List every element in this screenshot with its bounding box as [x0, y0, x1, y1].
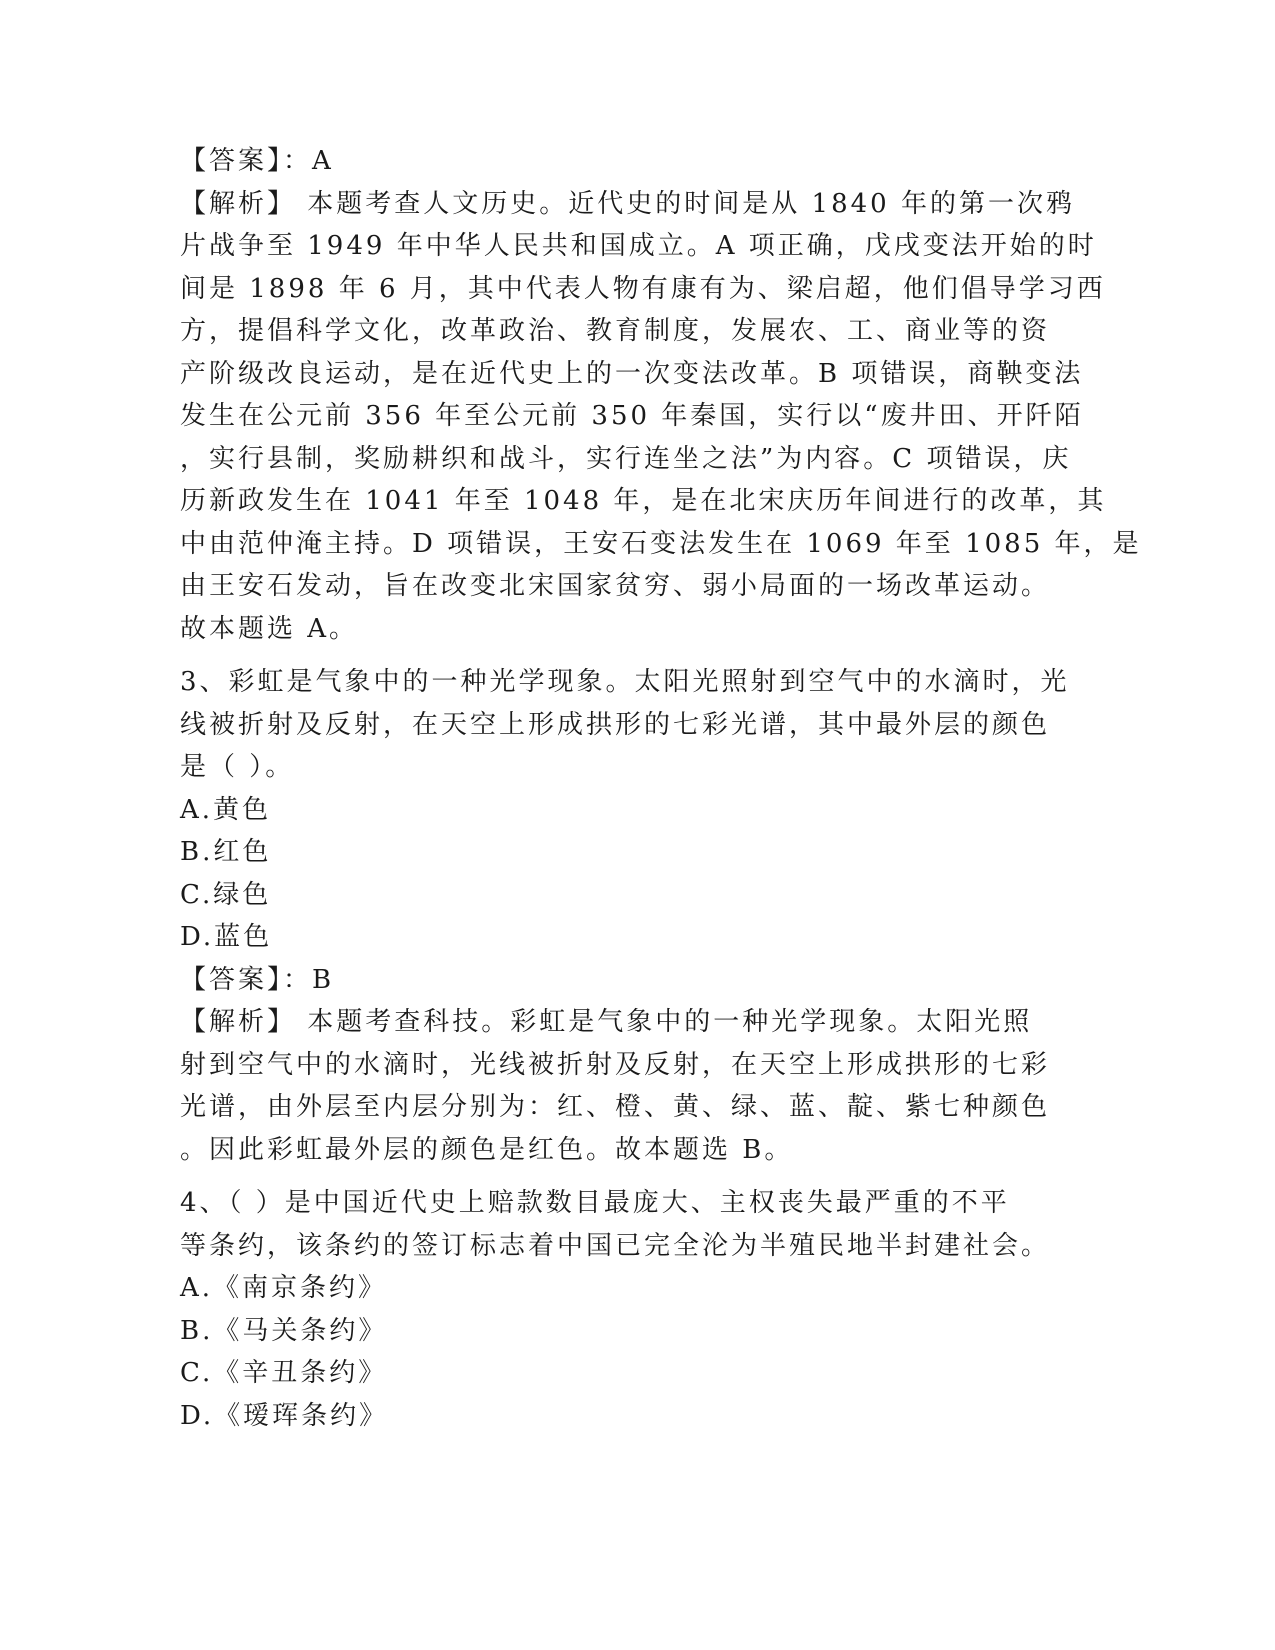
- answer-value: B: [312, 964, 335, 995]
- document-page: [180, 140, 1142, 1437]
- analysis-line: 【解析】 本题考查人文历史。近代史的时间是从 1840 年的第一次鸦: [180, 188, 1075, 219]
- answer-line: [180, 140, 1040, 183]
- analysis-line: 。因此彩虹最外层的颜色是红色。故本题选 B。: [180, 1134, 794, 1165]
- answer-value: A: [312, 146, 334, 176]
- answer-label: 【答案】：: [180, 146, 313, 176]
- question-4: [180, 1182, 1051, 1437]
- analysis-line: 发生在公元前 356 年至公元前 350 年秦国，实行以“废井田、开阡陌: [180, 401, 1084, 431]
- analysis-line: 中由范仲淹主持。D 项错误，王安石变法发生在 1069 年至 1085 年，是: [180, 528, 1142, 559]
- analysis-line: 间是 1898 年 6 月，其中代表人物有康有为、梁启超，他们倡导学习西: [180, 273, 1106, 304]
- option-d: D.蓝色: [180, 922, 273, 952]
- option-d: D.《瑷珲条约》: [180, 1400, 389, 1431]
- spacer: [180, 650, 1040, 661]
- option-c: C.《辛丑条约》: [180, 1358, 388, 1388]
- analysis-line: ，实行县制，奖励耕织和战斗，实行连坐之法”为内容。C 项错误，庆: [180, 443, 1072, 474]
- analysis-line: 光谱，由外层至内层分别为：红、橙、黄、绿、蓝、靛、紫七种颜色: [180, 1092, 1051, 1122]
- analysis-line: 方，提倡科学文化，改革政治、教育制度，发展农、工、商业等的资: [180, 316, 1051, 346]
- option-c: C.绿色: [180, 879, 272, 910]
- answer-line: [180, 959, 1040, 1002]
- analysis-block-1: [180, 183, 1142, 651]
- question-stem-line: 线被折射及反射，在天空上形成拱形的七彩光谱，其中最外层的颜色: [180, 709, 1051, 740]
- option-a: A.黄色: [180, 794, 272, 825]
- question-stem-line: 是（ ）。: [180, 752, 295, 782]
- option-b: B.《马关条约》: [180, 1315, 388, 1346]
- analysis-line: 故本题选 A。: [180, 613, 359, 644]
- question-stem-line: 3、彩虹是气象中的一种光学现象。太阳光照射到空气中的水滴时，光: [180, 667, 1070, 697]
- spacer: [180, 1171, 1040, 1182]
- analysis-line: 产阶级改良运动，是在近代史上的一次变法改革。B 项错误，商鞅变法: [180, 358, 1084, 389]
- analysis-line: 历新政发生在 1041 年至 1048 年，是在北宋庆历年间进行的改革，其: [180, 486, 1107, 516]
- option-b: B.红色: [180, 837, 272, 867]
- answer-block-1: [180, 140, 1040, 183]
- answer-label: 【答案】：: [180, 964, 313, 995]
- question-3: [180, 661, 1070, 1171]
- analysis-line: 【解析】 本题考查科技。彩虹是气象中的一种光学现象。太阳光照: [180, 1007, 1033, 1037]
- option-a: A.《南京条约》: [180, 1273, 388, 1303]
- analysis-line: 由王安石发动，旨在改变北宋国家贫穷、弱小局面的一场改革运动。: [180, 571, 1051, 601]
- question-stem-line: 4、（ ）是中国近代史上赔款数目最庞大、主权丧失最严重的不平: [180, 1188, 1010, 1218]
- analysis-line: 射到空气中的水滴时，光线被折射及反射，在天空上形成拱形的七彩: [180, 1049, 1051, 1080]
- analysis-line: 片战争至 1949 年中华人民共和国成立。A 项正确，戊戌变法开始的时: [180, 231, 1097, 261]
- question-stem-line: 等条约，该条约的签订标志着中国已完全沦为半殖民地半封建社会。: [180, 1230, 1051, 1261]
